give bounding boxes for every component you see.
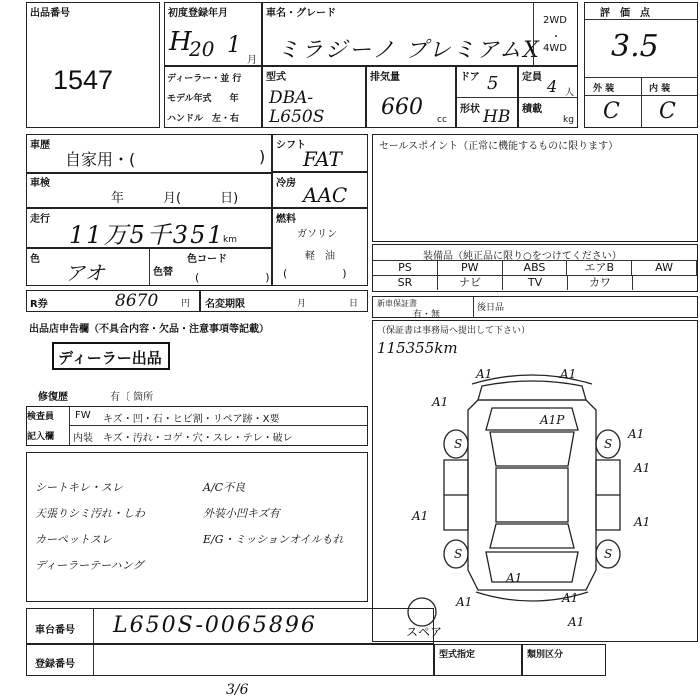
damage-mark-5: S bbox=[604, 437, 613, 451]
doors-box bbox=[456, 66, 518, 128]
note-left-2: カーペットスレ bbox=[35, 533, 112, 546]
note-right-1: 外装小凹キズ有 bbox=[203, 507, 280, 520]
dealer-stamp bbox=[52, 342, 170, 370]
fuel-box bbox=[272, 208, 368, 286]
inspection-value: 年 月( 日) bbox=[111, 191, 239, 206]
mileage-unit: km bbox=[223, 235, 237, 245]
first-reg-label: 初度登録年月 bbox=[168, 8, 228, 19]
note-left-0: シートキレ・スレ bbox=[35, 481, 123, 494]
equipment-label: 装備品（純正品に限り○をつけてください） bbox=[423, 251, 622, 262]
shift-value: FAT bbox=[303, 147, 342, 171]
dealer-label: ディーラー・並 行 bbox=[167, 74, 242, 84]
chassis-box bbox=[26, 608, 434, 644]
aircon-value: AAC bbox=[303, 183, 348, 207]
repair-label: 修復歴 bbox=[38, 392, 68, 403]
car-trunk bbox=[486, 552, 578, 582]
eval-label: 評 価 点 bbox=[600, 8, 650, 19]
color-code-label: 色コード bbox=[187, 254, 227, 265]
first-reg-year: 20 bbox=[189, 37, 215, 61]
model-year-label: モデル年式 年 bbox=[167, 94, 239, 104]
dealer-box bbox=[164, 66, 262, 128]
drive-dot: ・ bbox=[551, 32, 561, 43]
fuel-gasoline: ガソリン bbox=[297, 229, 337, 240]
warranty-box bbox=[372, 296, 698, 318]
inspector-fw-label: FW bbox=[75, 410, 91, 421]
shift-label: シフト bbox=[276, 140, 306, 151]
color-value: アオ bbox=[65, 261, 105, 285]
recycle-value: 8670 bbox=[115, 291, 159, 311]
damage-mark-12: A1 bbox=[456, 595, 473, 609]
chassis-value: L650S-0065896 bbox=[113, 613, 317, 638]
damage-mark-6: S bbox=[454, 547, 463, 561]
warranty-value: 有・無 bbox=[413, 310, 441, 320]
equipment-item-row1-2: ABS bbox=[503, 261, 568, 275]
later-items-label: 後日品 bbox=[477, 303, 505, 313]
exterior-label: 外 装 bbox=[593, 84, 615, 94]
handle-label: ハンドル 左・右 bbox=[167, 114, 240, 124]
reg-label: 登録番号 bbox=[35, 659, 75, 670]
first-reg-month: 1 bbox=[227, 33, 241, 58]
interior-label: 内 装 bbox=[649, 84, 671, 94]
notes-box bbox=[26, 452, 368, 602]
equipment-item-row2-1: ナビ bbox=[438, 276, 503, 290]
car-roof bbox=[496, 468, 568, 522]
shape-value: HB bbox=[483, 107, 511, 127]
type-value: DBA-L650S bbox=[269, 88, 325, 127]
report-label: 出品店申告欄（不具合内容・欠品・注意事項等記載） bbox=[29, 324, 269, 335]
inspection-box bbox=[26, 172, 272, 208]
equipment-box bbox=[372, 244, 698, 292]
equipment-item-row1-1: PW bbox=[438, 261, 503, 275]
inspector-label-1: 検査員 bbox=[27, 412, 55, 422]
type-box bbox=[262, 66, 366, 128]
capacity-unit: 人 bbox=[565, 88, 575, 98]
aircon-label: 冷房 bbox=[276, 178, 296, 189]
damage-mark-1: A1 bbox=[560, 367, 577, 381]
note-right-2: E/G・ミッションオイルもれ bbox=[203, 533, 344, 546]
equipment-row-1 bbox=[373, 261, 697, 275]
load-unit: kg bbox=[563, 115, 574, 125]
mileage-box bbox=[26, 208, 272, 248]
eval-box bbox=[584, 2, 698, 128]
capacity-value: 4 bbox=[547, 77, 558, 96]
category-label: 類別区分 bbox=[527, 650, 564, 660]
name-change-label: 名変期限 bbox=[205, 299, 245, 310]
history-label: 車歴 bbox=[30, 140, 50, 151]
car-damage-diagram bbox=[372, 320, 698, 642]
first-reg-box bbox=[164, 2, 262, 66]
notes-left-column bbox=[35, 475, 195, 579]
mileage-value: 11万5千351 bbox=[69, 221, 225, 249]
note-left-3: ディーラーテーハング bbox=[35, 559, 144, 572]
shift-box bbox=[272, 134, 368, 172]
displacement-unit: cc bbox=[437, 115, 447, 125]
recycle-label: R券 bbox=[30, 299, 48, 310]
capacity-box bbox=[518, 66, 578, 128]
damage-mark-10: A1 bbox=[412, 509, 429, 523]
equipment-row-2 bbox=[373, 276, 633, 290]
lot-label: 出品番号 bbox=[30, 8, 70, 19]
displacement-box bbox=[366, 66, 456, 128]
bottom-scribble: 3/6 bbox=[226, 682, 249, 698]
damage-mark-4: S bbox=[454, 437, 463, 451]
eval-score: 3.5 bbox=[611, 29, 659, 64]
selling-points-box bbox=[372, 134, 698, 242]
drive-2wd: 2WD bbox=[543, 15, 567, 26]
chassis-label: 車台番号 bbox=[35, 625, 75, 636]
report-section bbox=[26, 318, 372, 410]
damage-mark-15: A1 bbox=[628, 427, 645, 441]
aircon-box bbox=[272, 172, 368, 208]
damage-mark-2: A1 bbox=[432, 395, 449, 409]
damage-mark-3: A1P bbox=[540, 413, 565, 427]
first-reg-era: H bbox=[169, 27, 192, 57]
history-close: ) bbox=[259, 147, 266, 166]
selling-points-label: セールスポイント（正常に機能するものに限ります） bbox=[379, 141, 619, 152]
name-change-day: 日 bbox=[349, 299, 359, 309]
damage-mark-13: A1 bbox=[562, 591, 579, 605]
fuel-paren: ( ) bbox=[283, 267, 347, 280]
equipment-item-row1-0: PS bbox=[373, 261, 438, 275]
damage-mark-14: A1 bbox=[568, 615, 585, 629]
displacement-value: 660 bbox=[381, 95, 423, 120]
drive-4wd: 4WD bbox=[543, 43, 567, 54]
fuel-diesel: 軽 油 bbox=[305, 251, 335, 262]
inspector-fw-items: キズ・凹・石・ヒビ割・リペア跡・X要 bbox=[103, 414, 280, 425]
shape-label: 形状 bbox=[460, 104, 480, 115]
diagram-mileage-note: 115355km bbox=[377, 339, 458, 357]
inspector-interior-items: キズ・汚れ・コゲ・穴・スレ・テレ・破レ bbox=[103, 433, 293, 444]
dealer-stamp-text: ディーラー出品 bbox=[58, 349, 162, 367]
car-name-box bbox=[262, 2, 578, 66]
car-body-outline bbox=[468, 400, 596, 590]
damage-mark-0: A1 bbox=[476, 367, 493, 381]
note-right-0: A/C不良 bbox=[203, 481, 246, 494]
capacity-label: 定員 bbox=[522, 72, 542, 83]
type-spec-box bbox=[434, 644, 522, 676]
load-label: 積載 bbox=[522, 104, 542, 115]
recycle-box bbox=[26, 290, 200, 312]
color-paint-label: 色替 bbox=[153, 267, 173, 278]
history-box bbox=[26, 134, 272, 174]
damage-mark-9: A1 bbox=[634, 515, 651, 529]
exterior-grade: C bbox=[603, 99, 620, 124]
type-spec-label: 型式指定 bbox=[439, 650, 476, 660]
lot-number: 1547 bbox=[53, 65, 114, 95]
damage-mark-8: A1 bbox=[634, 461, 651, 475]
equipment-item-row2-3: カワ bbox=[568, 276, 633, 290]
displacement-label: 排気量 bbox=[370, 72, 400, 83]
lot-box bbox=[26, 2, 160, 128]
equipment-item-row1-3: エアB bbox=[567, 261, 632, 275]
history-value: 自家用・( bbox=[65, 150, 136, 169]
inspector-label-2: 記入欄 bbox=[27, 432, 55, 442]
mileage-label: 走行 bbox=[30, 214, 50, 225]
recycle-unit: 円 bbox=[181, 299, 191, 309]
name-change-month: 月 bbox=[297, 299, 307, 309]
equipment-item-row1-4: AW bbox=[632, 261, 697, 275]
interior-grade: C bbox=[659, 99, 676, 124]
color-label: 色 bbox=[30, 254, 40, 265]
car-front-outline bbox=[478, 381, 586, 400]
color-code-value: ( ) bbox=[195, 271, 270, 284]
doors-label: ドア bbox=[460, 72, 480, 83]
repair-value: 有〔 箇所 bbox=[110, 392, 154, 403]
note-left-1: 天張りシミ汚れ・しわ bbox=[35, 507, 145, 520]
diagram-note-label: （保証書は事務局へ提出して下さい） bbox=[377, 326, 531, 336]
car-rear-window bbox=[490, 524, 574, 548]
reg-box bbox=[26, 644, 434, 676]
car-name-label: 車名・グレード bbox=[266, 8, 336, 19]
damage-mark-7: S bbox=[604, 547, 613, 561]
car-windshield bbox=[490, 432, 574, 466]
inspector-interior-label: 内装 bbox=[73, 433, 93, 444]
warranty-label: 新車保証書 bbox=[377, 299, 417, 308]
color-box bbox=[26, 248, 272, 286]
inspection-label: 車検 bbox=[30, 178, 50, 189]
first-reg-month-unit: 月 bbox=[247, 55, 257, 66]
category-box bbox=[522, 644, 606, 676]
damage-mark-11: A1 bbox=[506, 571, 523, 585]
spare-label: スペア bbox=[406, 625, 443, 639]
equipment-item-row2-0: SR bbox=[373, 276, 438, 290]
doors-value: 5 bbox=[487, 73, 499, 94]
fuel-label: 燃料 bbox=[276, 214, 296, 225]
notes-right-column bbox=[203, 475, 363, 553]
inspector-box bbox=[26, 406, 368, 446]
type-label: 型式 bbox=[266, 72, 286, 83]
equipment-item-row2-2: TV bbox=[503, 276, 568, 290]
name-change-box bbox=[200, 290, 368, 312]
car-name: ミラジーノ プレミアムX bbox=[277, 38, 541, 63]
